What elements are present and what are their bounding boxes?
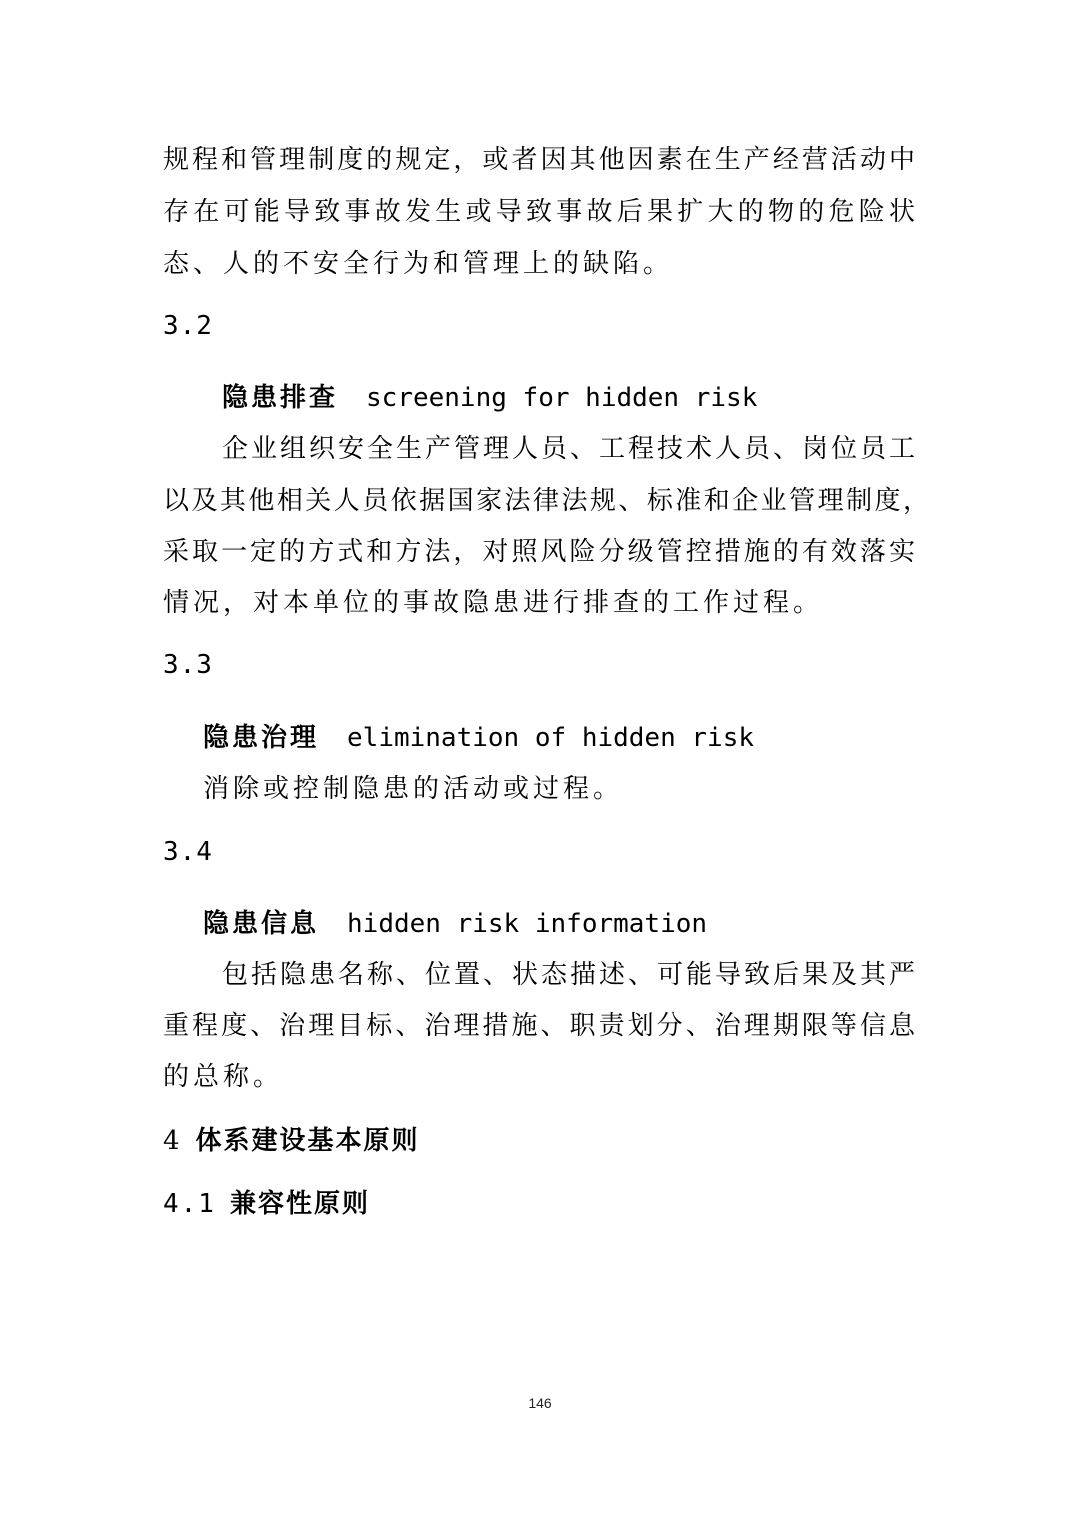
paragraph-line: 情况，对本单位的事故隐患进行排查的工作过程。: [163, 588, 824, 618]
section-number-3-2: 3.2: [163, 311, 213, 341]
paragraph-line: 的总称。: [163, 1062, 284, 1092]
term-en: screening for hidden risk: [366, 383, 758, 413]
term-heading-3-4: [203, 907, 707, 941]
section-heading-4-1: [163, 1187, 370, 1221]
paragraph-line: 采取一定的方式和方法，对照风险分级管控措施的有效落实: [163, 537, 915, 567]
section-heading-4: [163, 1124, 420, 1158]
paragraph-line: 企业组织安全生产管理人员、工程技术人员、岗位员工: [222, 434, 915, 464]
heading-title: 体系建设基本原则: [195, 1126, 420, 1156]
heading-title: 兼容性原则: [229, 1189, 370, 1219]
term-cn: 隐患排查: [222, 383, 339, 413]
page-number: 146: [528, 1395, 552, 1411]
heading-number: 4.1: [163, 1189, 216, 1219]
term-cn: 隐患信息: [203, 909, 320, 939]
section-number-3-4: 3.4: [163, 837, 213, 867]
term-en: hidden risk information: [347, 909, 708, 939]
paragraph-line: 消除或控制隐患的活动或过程。: [203, 774, 624, 804]
paragraph-line: 重程度、治理目标、治理措施、职责划分、治理期限等信息: [163, 1011, 915, 1041]
paragraph-line: 规程和管理制度的规定，或者因其他因素在生产经营活动中: [163, 145, 915, 175]
term-en: elimination of hidden risk: [347, 723, 755, 753]
term-cn: 隐患治理: [203, 723, 320, 753]
term-heading-3-3: [203, 721, 754, 755]
paragraph-line: 以及其他相关人员依据国家法律法规、标准和企业管理制度，: [163, 486, 929, 516]
section-number-3-3: 3.3: [163, 650, 213, 680]
paragraph-line: 存在可能导致事故发生或导致事故后果扩大的物的危险状: [163, 197, 915, 227]
paragraph-line: 态、人的不安全行为和管理上的缺陷。: [163, 249, 674, 279]
paragraph-line: 包括隐患名称、位置、状态描述、可能导致后果及其严: [222, 960, 915, 990]
heading-number: 4: [163, 1126, 182, 1156]
term-heading-3-2: [222, 381, 757, 415]
